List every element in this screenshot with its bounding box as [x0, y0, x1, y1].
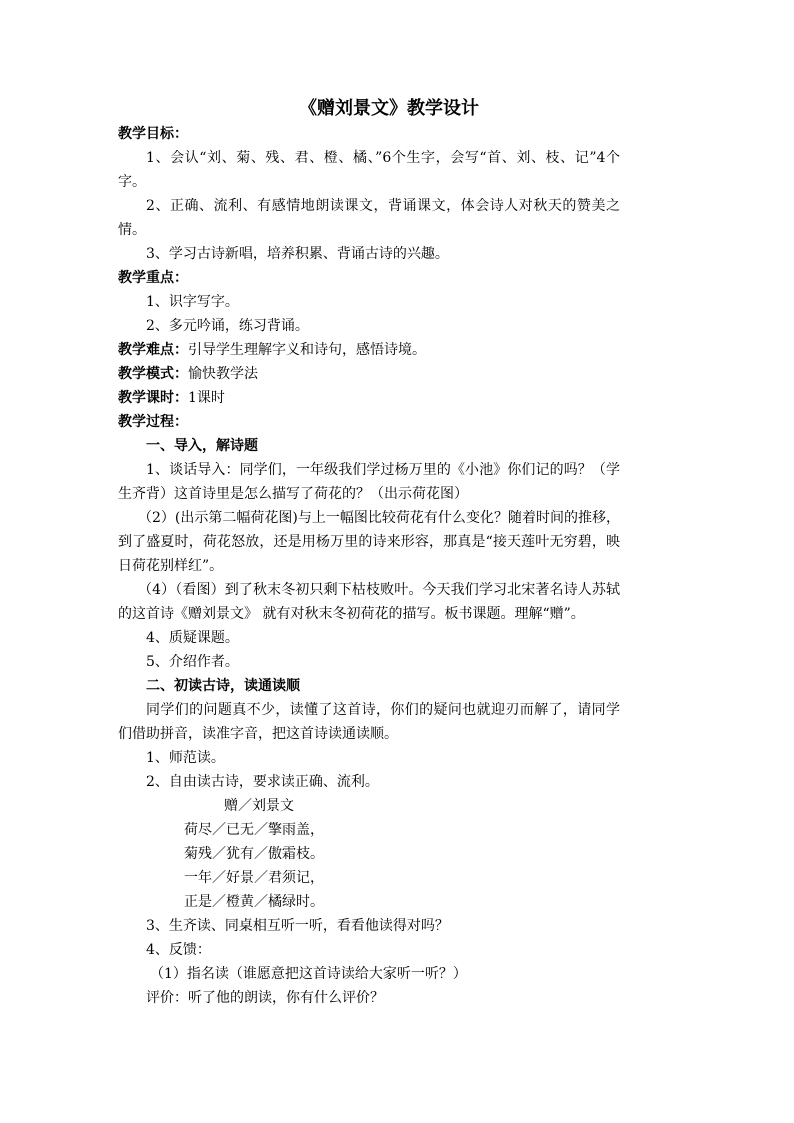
objectives-heading: 教学目标： — [118, 126, 188, 142]
section2-evaluation: 评价：听了他的朗读，你有什么评价？ — [146, 990, 384, 1006]
mode-line — [118, 362, 620, 386]
poem-line: 正是／橙黄／橘绿时。 — [184, 894, 324, 910]
poem-line: 荷尽／已无／擎雨盖， — [184, 822, 324, 838]
mode-label: 教学模式： — [118, 366, 188, 382]
objective-item: 3、学习古诗新唱，培养积累、背诵古诗的兴趣。 — [146, 246, 449, 262]
section1-para: 4、质疑课题。 — [146, 630, 239, 646]
section2-intro: 同学们的问题真不少，读懂了这首诗，你们的疑问也就迎刃而解了，请同学们借助拼音，读准字音，把这首诗读通读顺。 — [118, 702, 620, 742]
poem-line: 菊残／犹有／傲霜枝。 — [184, 846, 324, 862]
section1-heading: 一、导入，解诗题 — [146, 438, 258, 454]
section1-para: 1、谈话导入：同学们，一年级我们学过杨万里的《小池》你们记的吗？（学生齐背）这首诗里是怎么描写了荷花的？（出示荷花图） — [118, 462, 620, 502]
hours-label: 教学课时： — [118, 390, 188, 406]
objective-item: 2、正确、流利、有感情地朗读课文，背诵课文，体会诗人对秋天的赞美之情。 — [118, 198, 620, 238]
section2-sub-item: （1）指名读（谁愿意把这首诗读给大家听一听？） — [150, 966, 467, 982]
objective-item: 1、会认“刘、菊、残、君、橙、橘、”6个生字，会写“首、刘、枝、记”4个字。 — [118, 150, 620, 190]
section2-step: 4、反馈： — [146, 942, 211, 958]
difficulty-line — [118, 338, 620, 362]
mode-value: 愉快教学法 — [188, 366, 258, 382]
section1-para: （4）（看图）到了秋末冬初只剩下枯枝败叶。今天我们学习北宋著名诗人苏轼的这首诗《赠刘景文》 就有对秋末冬初荷花的描写。板书课题。理解“赠”。 — [118, 582, 620, 622]
poem-title: 赠／刘景文 — [224, 798, 294, 814]
process-heading: 教学过程： — [118, 414, 188, 430]
section1-para: （2）(出示第二幅荷花图)与上一幅图比较荷花有什么变化？随着时间的推移，到了盛夏时，荷花怒放，还是用杨万里的诗来形容，那真是“接天莲叶无穷碧，映日荷花别样红”。 — [118, 510, 620, 574]
section2-step: 3、生齐读、同桌相互听一听，看看他读得对吗？ — [146, 918, 449, 934]
section2-step: 2、自由读古诗，要求读正确、流利。 — [146, 774, 379, 790]
hours-line — [118, 386, 620, 410]
section2-heading: 二、初读古诗，读通读顺 — [146, 678, 300, 694]
poem-line: 一年／好景／君须记， — [184, 870, 324, 886]
key-point-item: 2、多元吟诵，练习背诵。 — [146, 318, 309, 334]
key-points-heading: 教学重点： — [118, 270, 188, 286]
hours-value: 1课时 — [188, 390, 225, 406]
difficulty-value: 引导学生理解字义和诗句，感悟诗境。 — [188, 342, 426, 358]
key-point-item: 1、识字写字。 — [146, 294, 239, 310]
section2-step: 1、师范读。 — [146, 750, 225, 766]
document-title: 《赠刘景文》教学设计 — [299, 98, 479, 119]
difficulty-label: 教学难点： — [118, 342, 188, 358]
document-page — [118, 96, 620, 1010]
section1-para: 5、介绍作者。 — [146, 654, 239, 670]
